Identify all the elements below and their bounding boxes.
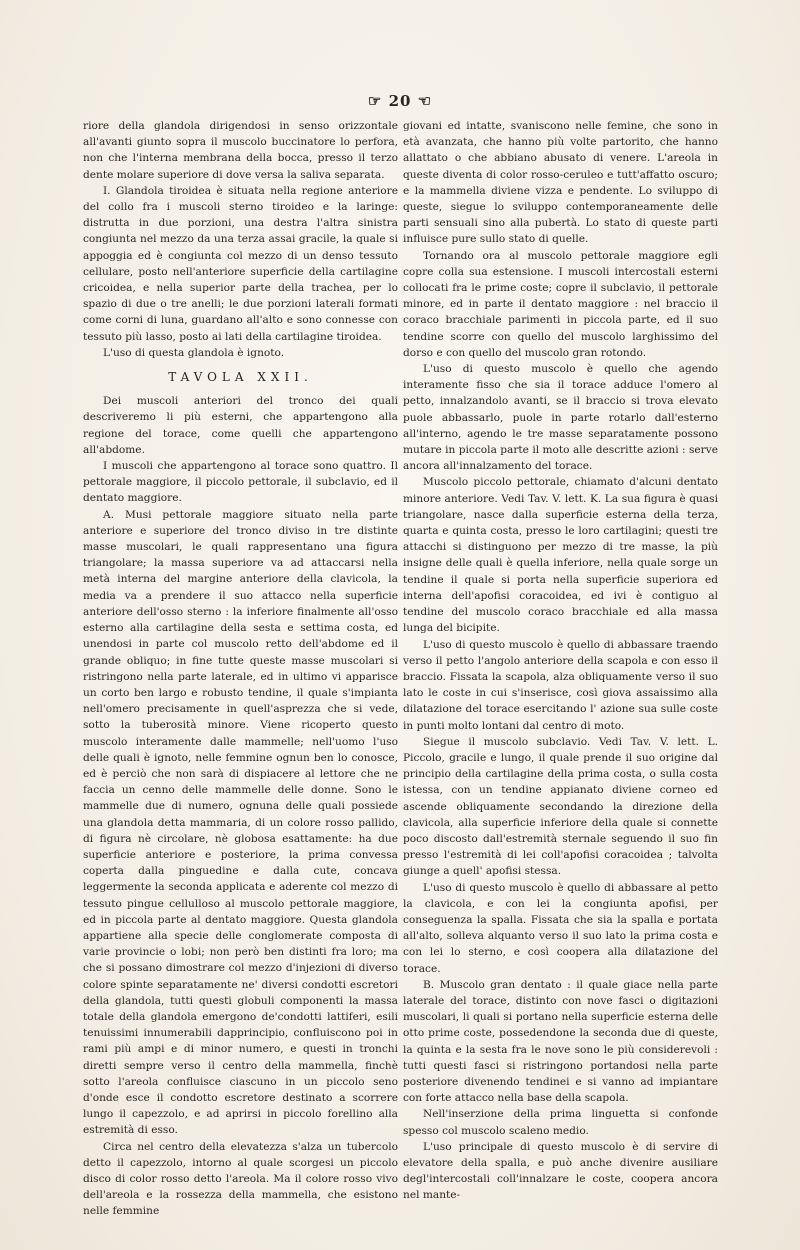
left-ornament: ☞ bbox=[367, 92, 389, 110]
paragraph: B. Muscolo gran dentato : il quale giace nella parte laterale del torace, distinto con nove fasci o digitazioni muscolari, li quali si portano nella superficie esterna delle otto prime coste, possedendone la seconda due di queste, la quinta e la sesta fra le nove sono le più considerevoli : tutti questi fasci si ristringono portandosi nella parte posteriore divenendo tendinei e si vanno ad impiantare con forte attacco nella base della scapola. bbox=[403, 978, 718, 1105]
paragraph: I. Glandola tiroidea è situata nella regione anteriore del collo fra i muscoli sterno tiroideo e la laringe: distrutta in due porzioni, una destra l'altra sinistra congiunta nel mezzo da una terza assai gracile, la quale si appoggia ed è congiunta col mezzo di un denso tessuto cellulare, posto nell'anteriore superficie della cartilagine cricoidea, e nella superior parte della trachea, per lo spazio di due o tre anelli; le due porzioni laterali formati come corni di luna, guardano all'alto e sono connesse con tessuto più lasso, posto ai lati della cartilagine tiroidea. bbox=[83, 184, 398, 343]
right-column bbox=[403, 118, 718, 1204]
paragraph: L'uso di questa glandola è ignoto. bbox=[103, 346, 285, 359]
paragraph: A. Musi pettorale maggiore situato nella parte anteriore e superiore del tronco diviso in tre distinte masse muscolari, le quali rappresentano una figura triangolare; la massa superiore va ad attaccarsi nella metà interna del margine anteriore della clavicola, la media va a prendere il suo attacco nella superficie anteriore dell'osso sterno : la inferiore finalmente all'osso esterno alla cartilagine della sesta e settima costa, ed unendosi in parte col muscolo retto dell'abdome ed il grande obliquo; in fine tutte queste masse muscolari si ristringono nella parte laterale, ed in ultimo vi apparisce un corto ben largo e robusto tendine, il quale s'impianta nell'omero precisamente in quell'asprezza che si vede, sotto la tuberosità minore. Viene ricoperto questo muscolo interamente dalle mammelle; nell'uomo l'uso delle quali è ignoto, nelle femmine ognun ben lo conosce, ed è perciò che non sarà di dispiacere al lettore che ne faccia un cenno delle mammelle delle donne. Sono le mammelle due di numero, ognuna delle quali possiede una glandola detta mammaria, di un colore rosso pallido, di figura nè circolare, nè globosa esattamente: ha due superficie anteriore e posteriore, la prima convessa coperta dalla pinguedine e dalla cute, concava leggermente la seconda applicata e aderente col mezzo di tessuto pingue cellulloso al muscolo pettorale maggiore, ed in piccola parte al dentato maggiore. Questa glandola appartiene alla specie delle conglomerate composta di varie provincie o lobi; non però ben distinti fra loro; ma che si possano dimostrare col mezzo d'injezioni di diverso colore spinte separatamente ne' diversi condotti escretori della glandola, tutti questi globuli componenti la massa totale della glandola emergono de'condotti lattiferi, esili tenuissimi innumerabili dapprincipio, confluiscono poi in rami più ampi e di minor numero, e questi in tronchi diretti sempre verso il centro della mammella, finchè sotto l'areola confluisce ciascuno in un piccolo seno d'onde esce il condotto escretore destinato a scorrere lungo il capezzolo, e ad aprirsi in piccolo forellino alla estremità di esso. bbox=[83, 508, 398, 1137]
paragraph: riore della glandola dirigendosi in senso orizzontale all'avanti giunto sopra il muscolo buccinatore lo perfora, non che l'interna membrana della bocca, presso il terzo dente molare superiore di dove versa la saliva separata. bbox=[83, 120, 398, 181]
section-heading: TAVOLA XXII. bbox=[168, 370, 313, 385]
paragraph: Circa nel centro della elevatezza s'alza un tubercolo detto il capezzolo, intorno al quale scorgesi un piccolo disco di color rosso detto l'areola. Ma il colore rosso vivo dell'areola e la rossezza della mammella, che esistono nelle femmine bbox=[83, 1140, 398, 1218]
paragraph: L'uso principale di questo muscolo è di servire di elevatore della spalla, e può anche divenire ausiliare degl'intercostali coll'innalzare le coste, coopera ancora nel mante- bbox=[403, 1140, 718, 1202]
page-number bbox=[0, 92, 800, 110]
folio-number: 20 bbox=[388, 92, 412, 110]
paragraph: L'uso di questo muscolo è quello di abbassare traendo verso il petto l'angolo anteriore della scapola e con esso il braccio. Fissata la scapola, alza obliquamente verso il suo lato le coste in cui s'inserisce, così giova assaissimo alla dilatazione del torace esercitando l' azione sua sulle coste in punti molto lontani dal centro di moto. bbox=[403, 638, 718, 732]
right-ornament: ☜ bbox=[411, 92, 433, 110]
paragraph: giovani ed intatte, svaniscono nelle femine, che sono in età avanzata, che hanno più volte partorito, che hanno allattato o che abbiano abusato di venere. L'areola in queste diventa di color rosso-ceruleo e tutt'affatto oscuro; e la mammella diviene vizza e pendente. Lo sviluppo di queste, siegue lo sviluppo contemporaneamente delle parti sensuali sino alla pubertà. Lo stato di queste parti influisce pure sullo stato di quelle. bbox=[403, 120, 718, 246]
paragraph: L'uso di questo muscolo è quello che agendo interamente fisso che sia il torace adduce l'omero al petto, innalzandolo avanti, se il braccio si trova elevato puole abbassarlo, puole in parte rotarlo dall'esterno all'interno, agendo le tre masse separatamente possono mutare in piccola parte il moto alle descritte azioni : serve ancora all'innalzamento del torace. bbox=[403, 363, 718, 473]
paragraph: I muscoli che appartengono al torace sono quattro. Il pettorale maggiore, il piccolo pettorale, il subclavio, ed il dentato maggiore. bbox=[83, 460, 398, 505]
paragraph: Siegue il muscolo subclavio. Vedi Tav. V. lett. L. Piccolo, gracile e lungo, il quale prende il suo origine dal principio della cartilagine della prima costa, o sulla costa istessa, con un tendine appianato diviene corneo ed ascende obliquamente secondando la direzione della clavicola, alla superficie inferiore della quale si connette poco discosto dall'estremità sternale seguendo il suo fin presso l'estremità di lei coll'apofisi coracoidea ; talvolta giunge a quell' apofisi stessa. bbox=[403, 735, 718, 878]
left-column bbox=[83, 118, 398, 1220]
paragraph: Muscolo piccolo pettorale, chiamato d'alcuni dentato minore anteriore. Vedi Tav. V. lett. K. La sua figura è quasi triangolare, nasce dalla superficie esterna della terza, quarta e quinta costa, presso le loro cartilagini; questi tre attacchi si distinguono per mezzo di tre masse, la più insigne delle quali è quella inferiore, nella quale sorge un tendine il quale si porta nella superficie superiora ed interna dell'apofisi coracoidea, ed ivi è contiguo al tendine del muscolo coraco bracchiale ed alla massa lunga del bicipite. bbox=[403, 476, 718, 635]
paragraph: L'uso di questo muscolo è quello di abbassare al petto la clavicola, e con lei la congiunta apofisi, per conseguenza la spalla. Fissata che sia la spalla e portata all'alto, solleva alquanto verso il suo lato la prima costa e con lei lo sterno, e così coopera alla dilatazione del torace. bbox=[403, 881, 718, 975]
paragraph: Tornando ora al muscolo pettorale maggiore egli copre colla sua estensione. I muscoli intercostali esterni collocati fra le prime coste; copre il subclavio, il pettorale minore, ed in parte il dentato maggiore : nel braccio il coraco bracchiale parimenti in piccola parte, ed il suo tendine scorre con quello del muscolo larghissimo del dorso e con quello del muscolo gran rotondo. bbox=[403, 249, 718, 359]
paragraph: Dei muscoli anteriori del tronco dei quali descriveremo li più esterni, che appartengono alla regione del torace, come quelli che appartengono all'abdome. bbox=[83, 395, 398, 456]
paragraph: Nell'inserzione della prima linguetta si confonde spesso col muscolo scaleno medio. bbox=[403, 1108, 718, 1137]
